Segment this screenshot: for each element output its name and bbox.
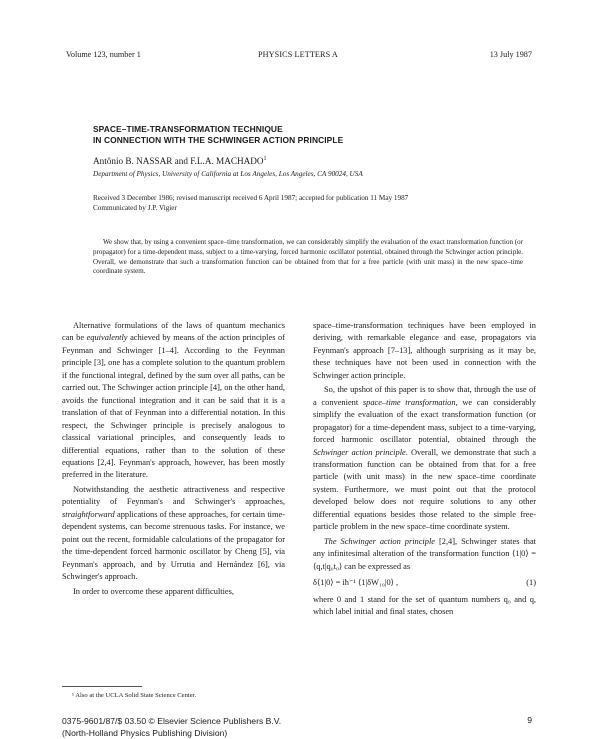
abstract: We show that, by using a convenient space–time transformation, we can considerably simplify the evaluation of the exact transformation function (or propagator) for a time-dependent mass, subject to a time-varying, forced harmonic oscillator potential, obtained through the Schwinger action principle. Overall, we demonstrate that such a transformation function can be obtained from that for a free particle (with unit mass) in the new space–time coordinate system.	[93, 238, 523, 276]
equation-body: δ⟨1|0⟩ = iħ⁻¹ ⟨1|δW₁₀|0⟩ ,	[313, 578, 399, 588]
journal-name: PHYSICS LETTERS A	[258, 50, 338, 59]
copyright-line: 0375-9601/87/$ 03.50 © Elsevier Science Publishers B.V.	[62, 716, 282, 726]
received-line: Received 3 December 1986; revised manuscript received 6 April 1987; accepted for publication 11 May 1987	[93, 194, 409, 202]
paragraph: So, the upshot of this paper is to show that, through the use of a convenient space–time transformation, we can considerably simplify the evaluation of the exact transformation function (or propagator) for a time-dependent mass, subject to a time-varying, forced harmonic oscillator potential, obtained through the Schwinger action principle. Overall, we demonstrate that such a transformation function can be obtained from that for a free particle (with unit mass) in the new space–time coordinate system. Furthermore, we must point out that the protocol developed below does not require solutions to any other differential equations besides those related to the simple free-particle problem in the new space–time coordinate system.	[313, 385, 537, 532]
author-names: Antônio B. NASSAR and F.L.A. MACHADO	[93, 156, 264, 167]
page-number: 9	[527, 715, 532, 725]
right-column	[313, 320, 536, 618]
paragraph: The Schwinger action principle [2,4], Schwinger states that any infinitesimal alteration of the transformation function ⟨1|0⟩ = ⟨q,t|q₀t₀⟩ can be expressed as	[313, 536, 536, 571]
paragraph: Alternative formulations of the laws of quantum mechanics can be equivalently achieved by means of the action principles of Feynman and Schwinger [1–4]. According to the Feynman principle [3], one has a complete solution to the quantum problem if the functional integral, defined by the sum over all paths, can be carried out. The Schwinger action principle [4], on the other hand, avoids the functional integration and it can be said that it is a translation of that of Feynman into a differential notation. In this respect, the Schwinger principle is precisely analogous to classical variational principles, and consequently leads to differential equations, rather than to the solution of these equations [2,4]. Feynman's approach, however, has been mostly preferred in the literature.	[62, 321, 285, 480]
title-line-1: SPACE–TIME-TRANSFORMATION TECHNIQUE	[93, 124, 283, 134]
paragraph: where 0 and 1 stand for the set of quantum numbers q₀ and q, which label initial and final states, chosen	[313, 594, 536, 616]
issue-date: 13 July 1987	[489, 50, 532, 59]
article-title	[93, 124, 343, 146]
volume-info: Volume 123, number 1	[66, 50, 141, 59]
title-line-2: IN CONNECTION WITH THE SCHWINGER ACTION PRINCIPLE	[93, 135, 344, 145]
author-affiliation: Department of Physics, University of California at Los Angeles, Los Angeles, CA 90024, USA	[93, 170, 363, 178]
publisher-division: (North-Holland Physics Publishing Division)	[62, 728, 228, 738]
footnote: ¹ Also at the UCLA Solid State Science Center.	[72, 692, 197, 699]
received-dates	[93, 193, 408, 213]
author-footnote-mark: 1	[263, 156, 267, 162]
paragraph: In order to overcome these apparent difficulties,	[73, 586, 235, 596]
paragraph: Notwithstanding the aesthetic attractiveness and respective potentiality of Feynman's and Schwinger's approaches, straightforward applications of these approaches, for certain time-dependent systems, can become strenuous tasks. For instance, we point out the recent, formidable calculations of the propagator for the time-dependent forced harmonic oscillator by Cheng [5], via Feynman's approach, and by Urrutia and Hernández [6], via Schwinger's approach.	[62, 484, 285, 582]
publisher-footer	[62, 715, 281, 739]
equation-number: (1)	[526, 578, 536, 588]
left-column	[62, 320, 285, 598]
equation-1	[313, 577, 536, 589]
communicated-by: Communicated by J.P. Vigier	[93, 204, 177, 212]
author-list	[93, 156, 267, 166]
paragraph: space–time-transformation techniques have been employed in deriving, with remarkable elegance and ease, propagators via Feynman's approach [7–13], although surprising as it may be, these techniques have not been used in connection with the Schwinger action principle.	[313, 321, 536, 380]
footnote-divider	[62, 686, 142, 687]
